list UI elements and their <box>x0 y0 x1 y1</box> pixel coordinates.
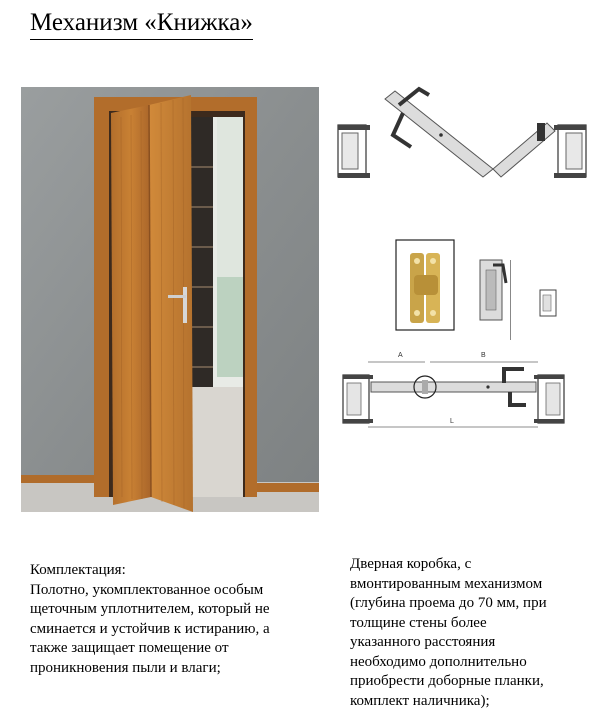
completeness-line: проникновения пыли и влаги; <box>30 659 320 679</box>
door-frame-line: (глубина проема до 70 мм, при <box>350 594 590 614</box>
door-frame-line: приобрести доборные планки, <box>350 672 590 692</box>
dimension-l-label: L <box>450 418 454 425</box>
folding-door-open-diagram <box>333 85 595 195</box>
completeness-line: сминается и устойчив к истиранию, а <box>30 620 320 640</box>
door-frame-line: толщине стены более <box>350 614 590 634</box>
completeness-line: также защищает помещение от <box>30 639 320 659</box>
folding-door-photo <box>21 87 319 512</box>
door-frame-text <box>350 555 590 711</box>
door-frame-line: Дверная коробка, с <box>350 555 590 575</box>
door-frame-line: указанного расстояния <box>350 633 590 653</box>
completeness-line: Полотно, укомплектованное особым <box>30 581 320 601</box>
dimension-a-label: A <box>398 352 403 359</box>
completeness-heading: Комплектация: <box>30 561 320 581</box>
hidden-hinge-mechanism-diagram <box>338 235 573 435</box>
door-frame-line: комплект наличника); <box>350 692 590 711</box>
page-title: Механизм «Книжка» <box>30 8 253 40</box>
completeness-text <box>30 561 320 678</box>
door-frame-line: необходимо дополнительно <box>350 653 590 673</box>
door-frame-line: вмонтированным механизмом <box>350 575 590 595</box>
dimension-b-label: B <box>481 352 486 359</box>
completeness-line: щеточным уплотнителем, который не <box>30 600 320 620</box>
